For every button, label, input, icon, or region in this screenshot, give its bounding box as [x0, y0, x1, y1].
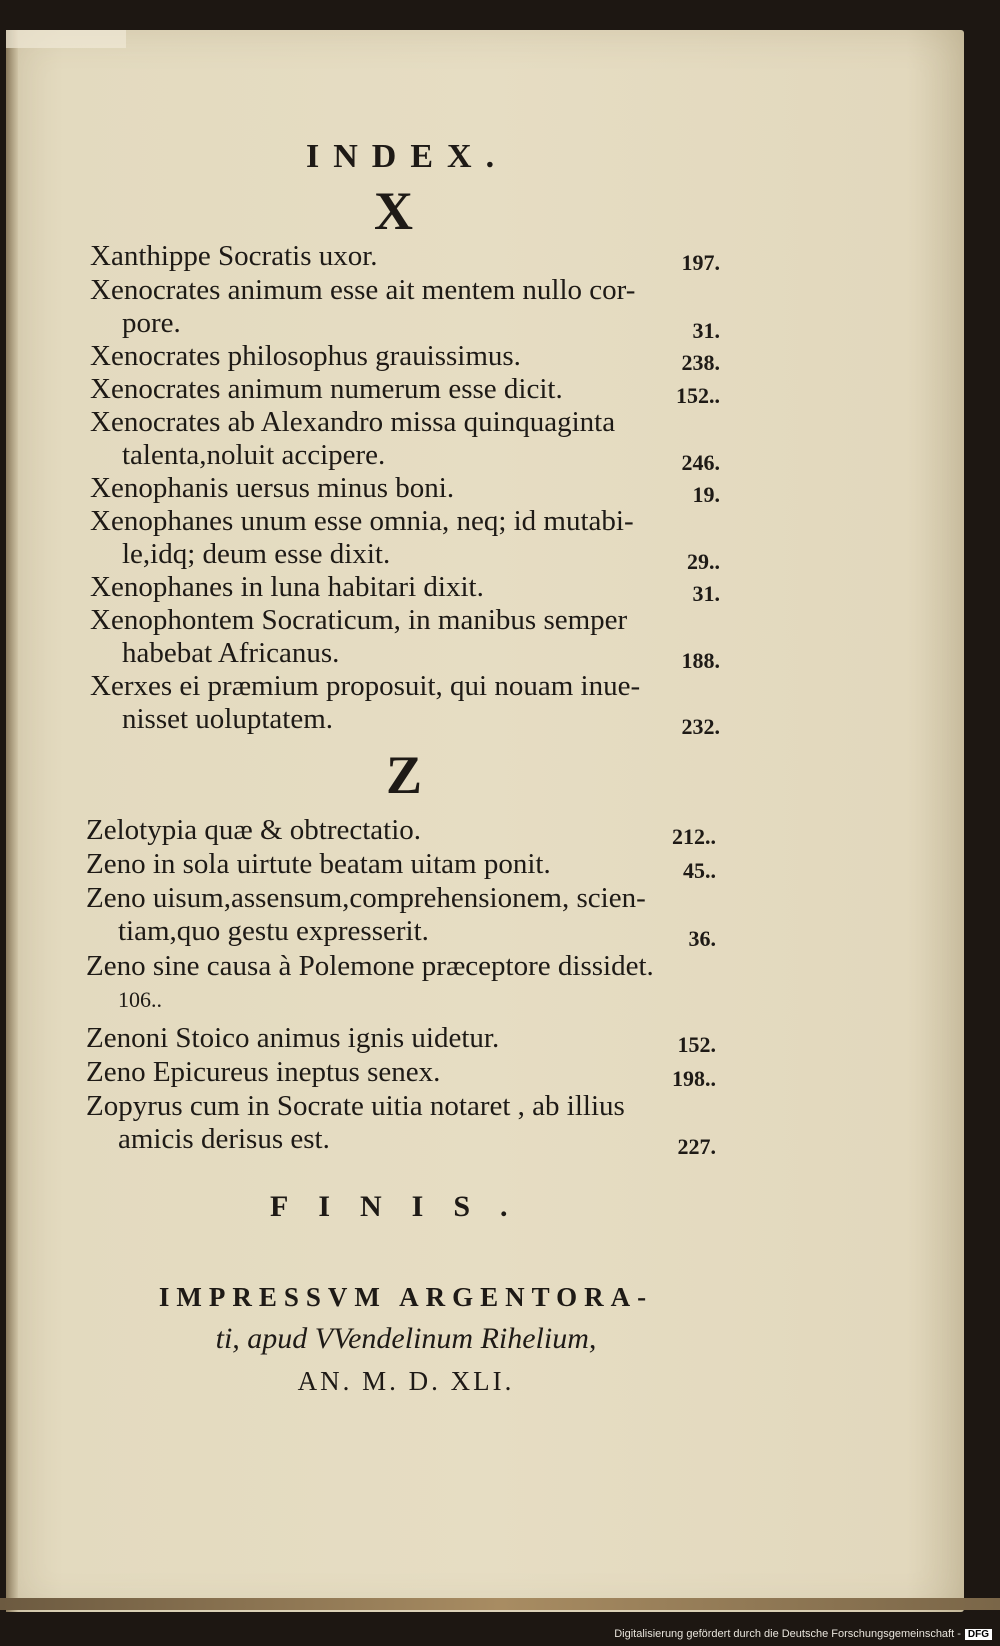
index-entry: [90, 373, 720, 406]
entry-page-number: 152..: [676, 383, 720, 408]
entry-page-number: 246.: [681, 450, 720, 475]
entry-text: Xenophontem Socraticum, in manibus semper: [90, 604, 628, 636]
entry-text: Xenocrates philosophus grauissimus.: [90, 340, 521, 372]
index-entry: [90, 340, 720, 373]
book-page: [6, 30, 964, 1612]
entry-text: Xenophanes unum esse omnia, neq; id mutabi-: [90, 505, 634, 537]
index-entry: [86, 1022, 716, 1055]
index-entry: [90, 604, 720, 673]
entry-continuation: talenta,noluit accipere.: [122, 439, 386, 471]
index-entry: [90, 670, 720, 739]
entry-text: Xenophanis uersus minus boni.: [90, 472, 455, 504]
entry-continuation: habebat Africanus.: [122, 637, 340, 669]
index-entry: [86, 882, 716, 951]
entry-page-number: 45..: [683, 858, 716, 883]
index-entry: [90, 505, 720, 574]
index-entry: [86, 1056, 716, 1089]
colophon-line-1: IMPRESSVM ARGENTORA-: [158, 1282, 654, 1312]
index-entry: [90, 406, 720, 475]
index-entry: [90, 472, 720, 505]
entry-text: Zeno in sola uirtute beatam uitam ponit.: [86, 848, 551, 880]
paper-edge: [6, 30, 126, 48]
entry-page-number: 31.: [692, 581, 720, 606]
entry-text: Zeno sine causa à Polemone præceptore dissidet.: [86, 950, 654, 982]
footer-text: Digitalisierung gefördert durch die Deutsche Forschungsgemeinschaft -: [614, 1628, 961, 1640]
entry-page-number: 19.: [692, 482, 720, 507]
entry-text: Xanthippe Socratis uxor.: [90, 240, 378, 272]
entry-text: Zelotypia quæ & obtrectatio.: [86, 814, 422, 846]
index-entry: [90, 571, 720, 604]
entry-page-number: 198..: [672, 1066, 716, 1091]
entry-page-number: 29..: [687, 549, 720, 574]
entry-page-number: 197.: [681, 250, 720, 275]
section-letter-x: X: [374, 181, 413, 241]
entry-page-number: 232.: [681, 714, 720, 739]
entry-continuation: le,idq; deum esse dixit.: [122, 538, 391, 570]
entry-page-number: 31.: [692, 318, 720, 343]
entry-text: Xenophanes in luna habitari dixit.: [90, 571, 484, 603]
entry-page-number: 227.: [677, 1134, 716, 1159]
entry-page-number: 36.: [688, 926, 716, 951]
entry-page-number: 152.: [677, 1032, 716, 1057]
entry-text: Xenocrates animum numerum esse dicit.: [90, 373, 563, 405]
entry-continuation: 106..: [118, 987, 162, 1012]
index-entry: [86, 950, 716, 1016]
entry-page-number: 238.: [681, 350, 720, 375]
entry-continuation: nisset uoluptatem.: [122, 703, 334, 735]
entry-text: Xerxes ei præmium proposuit, qui nouam inue-: [90, 670, 641, 702]
entry-text: Zenoni Stoico animus ignis uidetur.: [86, 1022, 500, 1054]
entry-text: Zeno uisum,assensum,comprehensionem, scien-: [86, 882, 646, 914]
section-letter-z: Z: [386, 745, 423, 805]
colophon-line-2: ti, apud VVendelinum Rihelium,: [215, 1322, 597, 1355]
index-entry: [90, 274, 720, 343]
entry-continuation: amicis derisus est.: [118, 1123, 330, 1155]
index-entry: [86, 1090, 716, 1159]
entry-page-number: 188.: [681, 648, 720, 673]
entry-text: Xenocrates ab Alexandro missa quinquaginta: [90, 406, 616, 438]
colophon-line-3: AN. M. D. XLI.: [297, 1366, 515, 1396]
entry-text: Zopyrus cum in Socrate uitia notaret , ab illius: [86, 1090, 625, 1122]
index-heading: INDEX.: [306, 138, 509, 175]
dfg-footer: [614, 1628, 992, 1640]
index-entry: [90, 240, 720, 273]
entry-text: Xenocrates animum esse ait mentem nullo cor-: [90, 274, 636, 306]
index-entry: [86, 848, 716, 881]
entry-page-number: 212..: [672, 824, 716, 849]
page-gutter: [6, 30, 18, 1612]
entry-text: Zeno Epicureus ineptus senex.: [86, 1056, 441, 1088]
entry-continuation: pore.: [122, 307, 181, 339]
finis: FINIS.: [270, 1190, 538, 1223]
entry-continuation: tiam,quo gestu expresserit.: [118, 915, 429, 947]
index-entry: [86, 814, 716, 847]
page-bottom-edge: [0, 1598, 1000, 1610]
dfg-logo-badge: DFG: [965, 1629, 992, 1640]
